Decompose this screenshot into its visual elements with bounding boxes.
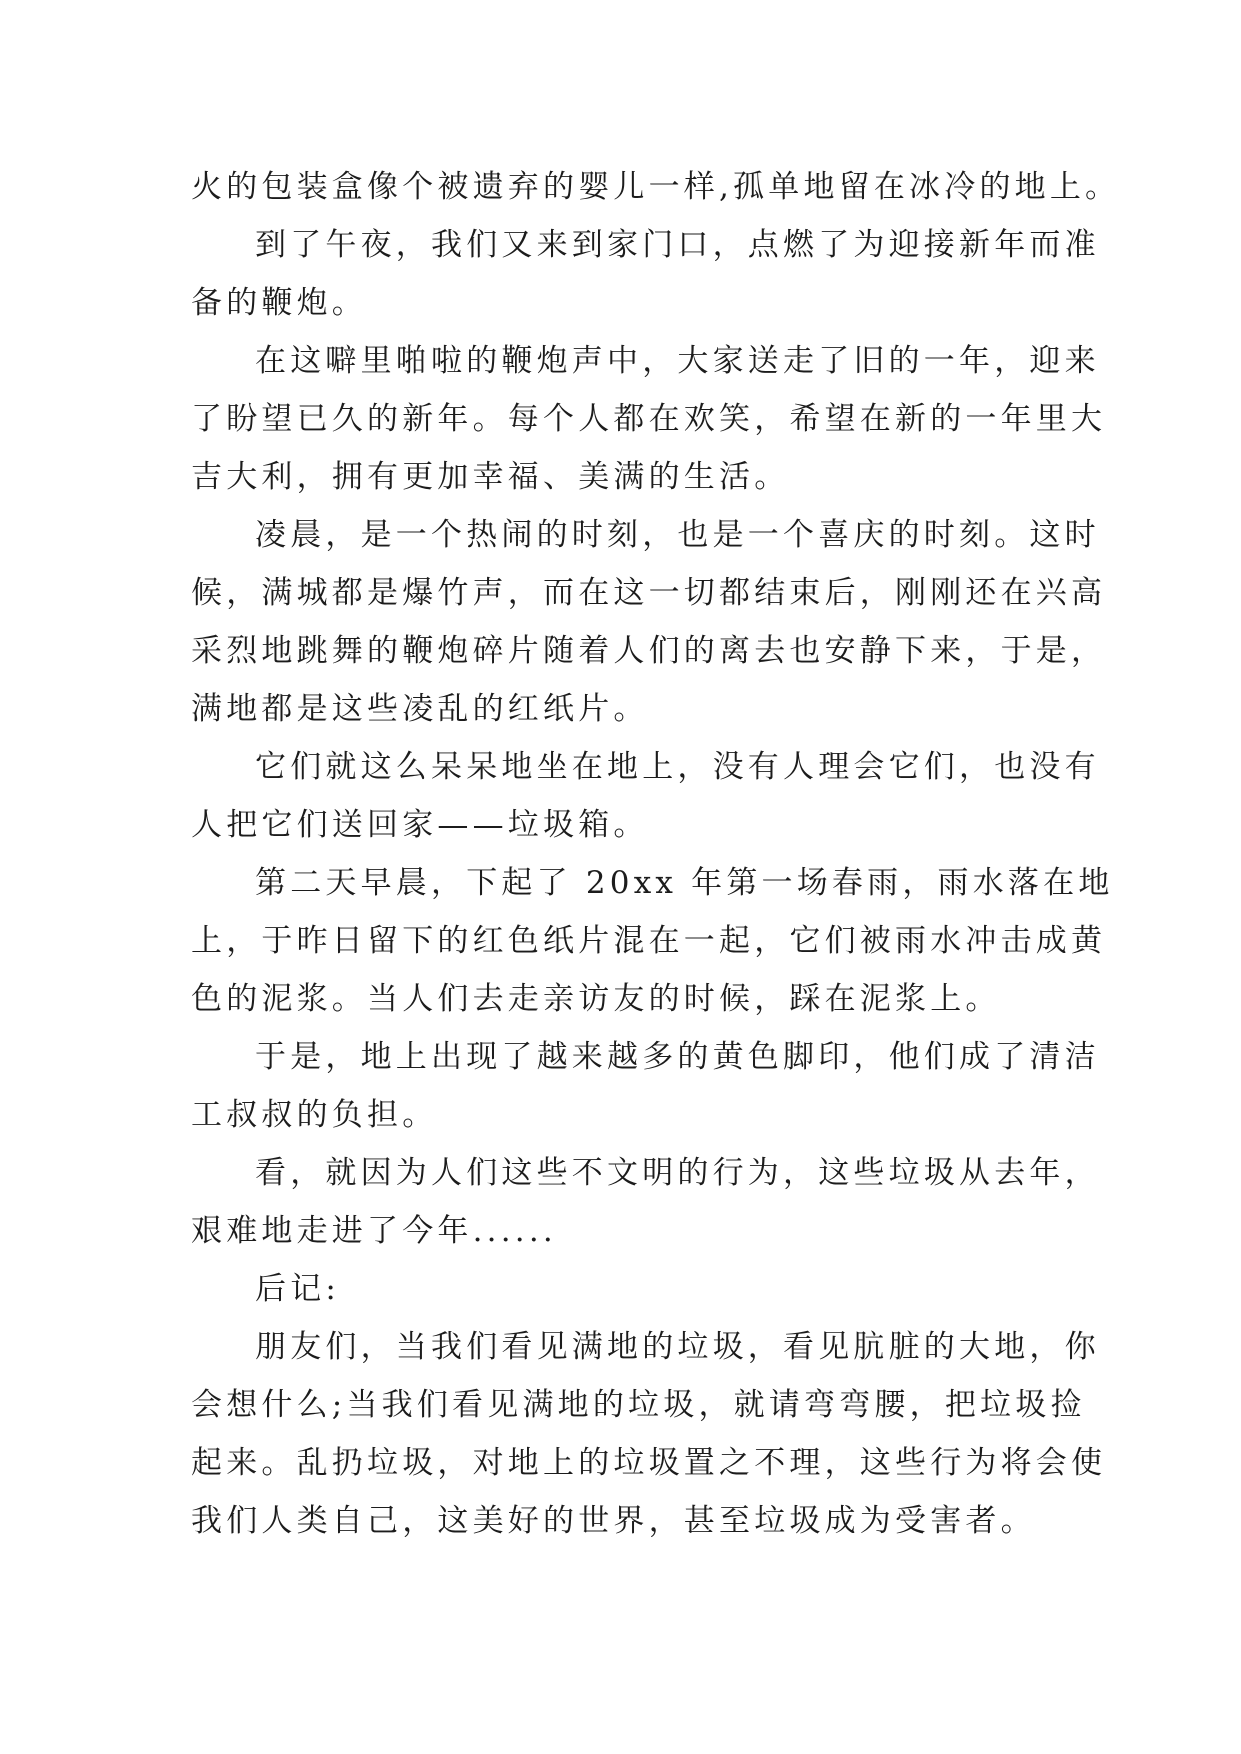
text-line: 会想什么;当我们看见满地的垃圾，就请弯弯腰，把垃圾捡 bbox=[191, 1387, 1086, 1423]
text-line: 于是，地上出现了越来越多的黄色脚印，他们成了清洁 bbox=[255, 1039, 1100, 1075]
text-line: 工叔叔的负担。 bbox=[191, 1097, 438, 1133]
text-line: 满地都是这些凌乱的红纸片。 bbox=[191, 691, 649, 727]
text-line: 了盼望已久的新年。每个人都在欢笑，希望在新的一年里大 bbox=[191, 401, 1107, 437]
text-line: 吉大利，拥有更加幸福、美满的生活。 bbox=[191, 459, 790, 495]
text-line: 人把它们送回家——垃圾箱。 bbox=[191, 807, 649, 843]
text-line: 采烈地跳舞的鞭炮碎片随着人们的离去也安静下来，于是， bbox=[191, 633, 1107, 669]
text-line: 在这噼里啪啦的鞭炮声中，大家送走了旧的一年，迎来 bbox=[255, 343, 1100, 379]
text-line: 第二天早晨，下起了 20xx 年第一场春雨，雨水落在地 bbox=[255, 865, 1114, 901]
text-line: 看，就因为人们这些不文明的行为，这些垃圾从去年， bbox=[255, 1155, 1100, 1191]
text-line: 火的包装盒像个被遗弃的婴儿一样,孤单地留在冰冷的地上。 bbox=[191, 169, 1121, 205]
text-line: 艰难地走进了今年...... bbox=[191, 1213, 557, 1249]
text-line: 到了午夜，我们又来到家门口，点燃了为迎接新年而准 bbox=[255, 227, 1100, 263]
text-line: 色的泥浆。当人们去走亲访友的时候，踩在泥浆上。 bbox=[191, 981, 1001, 1017]
text-line: 候，满城都是爆竹声，而在这一切都结束后，刚刚还在兴高 bbox=[191, 575, 1107, 611]
text-line: 它们就这么呆呆地坐在地上，没有人理会它们，也没有 bbox=[255, 749, 1100, 785]
text-line: 凌晨，是一个热闹的时刻，也是一个喜庆的时刻。这时 bbox=[255, 517, 1100, 553]
text-line: 我们人类自己，这美好的世界，甚至垃圾成为受害者。 bbox=[191, 1503, 1036, 1539]
text-line: 备的鞭炮。 bbox=[191, 285, 367, 321]
text-line: 后记: bbox=[255, 1271, 341, 1307]
document-body bbox=[191, 158, 1121, 1550]
text-line: 起来。乱扔垃圾，对地上的垃圾置之不理，这些行为将会使 bbox=[191, 1445, 1107, 1481]
text-line: 上，于昨日留下的红色纸片混在一起，它们被雨水冲击成黄 bbox=[191, 923, 1107, 959]
text-line: 朋友们，当我们看见满地的垃圾，看见肮脏的大地，你 bbox=[255, 1329, 1100, 1365]
